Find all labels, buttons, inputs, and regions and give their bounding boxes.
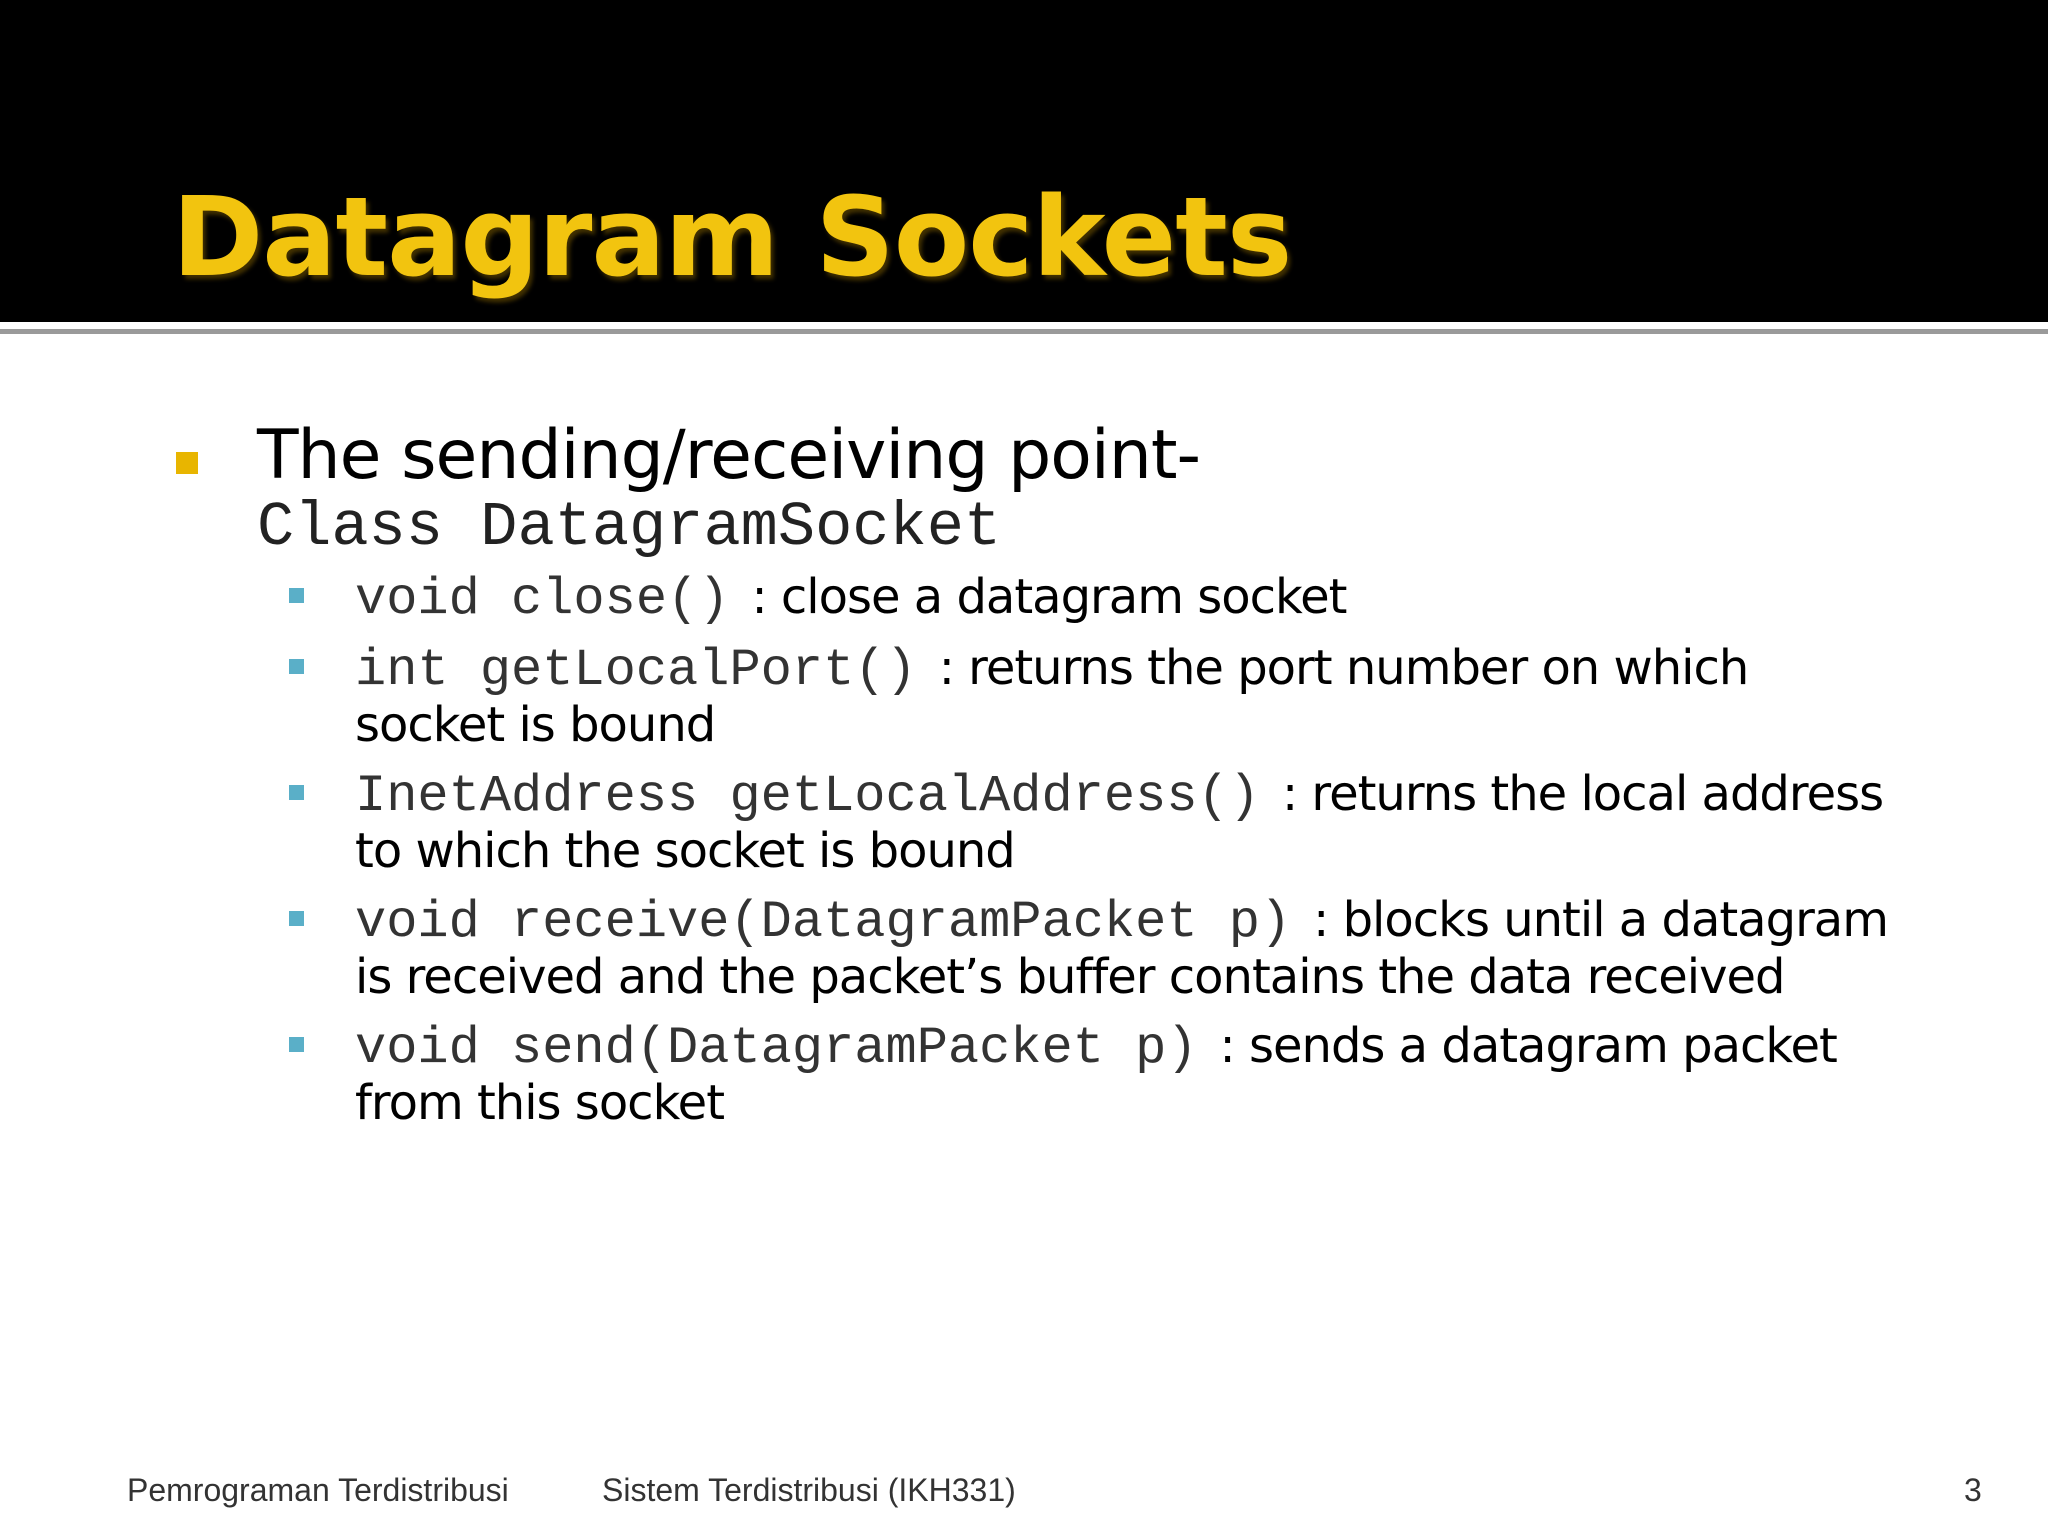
square-bullet-icon (289, 911, 304, 926)
method-signature: void send(DatagramPacket p) (355, 1019, 1198, 1078)
square-bullet-icon (289, 1037, 304, 1052)
method-signature: int getLocalPort() (355, 641, 917, 700)
footer-left-text: Pemrograman Terdistribusi (127, 1472, 509, 1508)
bullet-level1 (172, 418, 1892, 562)
method-signature: void close() (355, 570, 730, 629)
method-item (172, 767, 1892, 879)
method-description: : sends a datagram packet from this socket (355, 1018, 1837, 1131)
method-description: : returns the local address to which the socket is bound (355, 766, 1884, 879)
slide-content (172, 418, 1892, 1145)
title-divider (0, 329, 2048, 334)
method-description: : returns the port number on which socket is bound (355, 640, 1749, 753)
page-number: 3 (1964, 1472, 1982, 1508)
square-bullet-icon (289, 588, 304, 603)
method-item (172, 570, 1892, 627)
square-bullet-icon (289, 785, 304, 800)
method-item (172, 893, 1892, 1005)
footer-course-text: Sistem Terdistribusi (IKH331) (602, 1472, 1016, 1508)
method-signature: void receive(DatagramPacket p) (355, 893, 1292, 952)
method-item (172, 1019, 1892, 1131)
bullet-code: Class DatagramSocket (257, 492, 1002, 563)
method-list (172, 570, 1892, 1131)
method-item (172, 641, 1892, 753)
square-bullet-icon (176, 452, 198, 474)
method-signature: InetAddress getLocalAddress() (355, 767, 1260, 826)
slide-title: Datagram Sockets (172, 173, 1292, 301)
method-description: : blocks until a datagram is received and the packet’s buffer contains the data received (355, 892, 1888, 1005)
bullet-text: The sending/receiving point- (257, 416, 1201, 495)
square-bullet-icon (289, 659, 304, 674)
method-description: : close a datagram socket (751, 569, 1347, 625)
